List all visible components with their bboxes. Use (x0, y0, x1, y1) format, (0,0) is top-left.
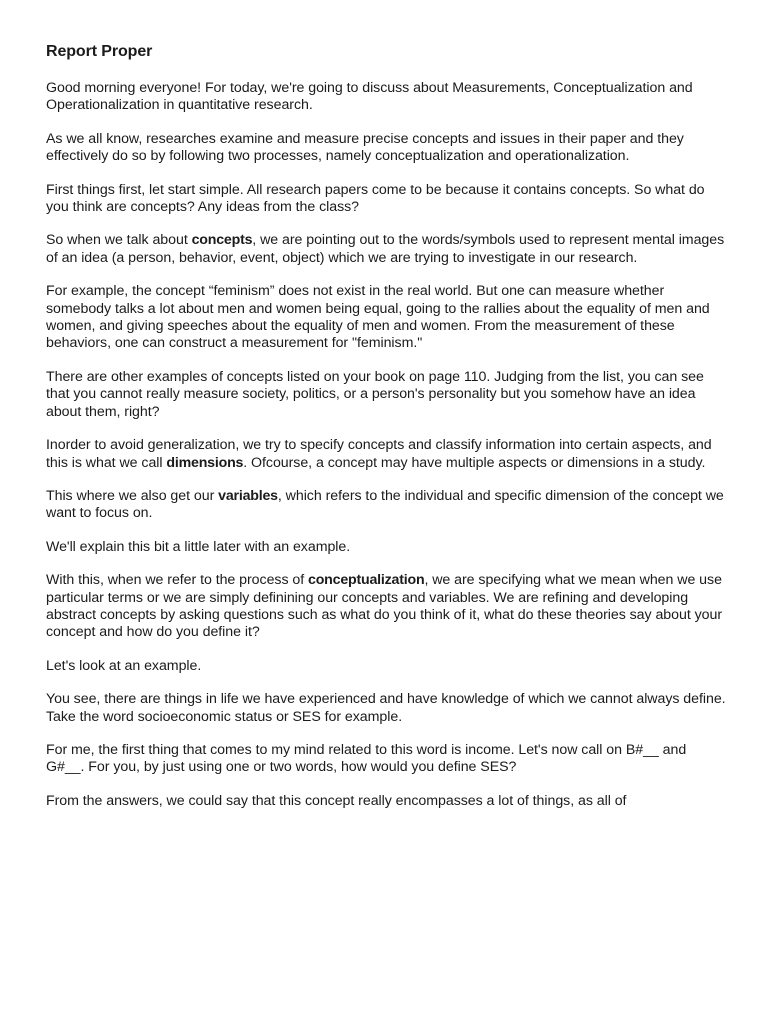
paragraph (46, 369, 726, 421)
paragraph-text: From the answers, we could say that this concept really encompasses a lot of things, as all of (46, 792, 627, 809)
paragraph (46, 283, 726, 353)
paragraph (46, 488, 726, 523)
paragraph-text: We'll explain this bit a little later with an example. (46, 538, 351, 555)
paragraph-text: With this, when we refer to the process of (46, 572, 309, 589)
bold-term: conceptualization (308, 572, 425, 589)
paragraph (46, 182, 726, 217)
paragraph-text: So when we talk about (46, 232, 192, 249)
paragraph-text: First things first, let start simple. All research papers come to be because it contains concepts. So what do you think are concepts? Any ideas from the class? (46, 181, 705, 216)
paragraph (46, 437, 726, 472)
document-body (46, 80, 726, 810)
paragraph-text: There are other examples of concepts listed on your book on page 110. Judging from the list, you can see that you cannot really measure society, politics, or a person's personality but you somehow have an idea about them, right? (46, 368, 704, 420)
bold-term: concepts (191, 232, 253, 249)
paragraph-text: Good morning everyone! For today, we're going to discuss about Measurements, Conceptualization and Operationalization in quantitative research. (46, 80, 693, 114)
bold-term: dimensions (166, 454, 244, 471)
paragraph-text: As we all know, researches examine and measure precise concepts and issues in their paper and they effectively do so by following two processes, namely conceptualization and operationalization. (46, 130, 684, 165)
paragraph (46, 131, 726, 166)
paragraph (46, 572, 726, 642)
paragraph-text: , which refers to the individual and specific dimension of the concept we want to focus on. (46, 487, 724, 522)
bold-term: variables (218, 487, 278, 504)
paragraph (46, 539, 726, 556)
paragraph-text: This where we also get our (46, 487, 219, 504)
paragraph (46, 232, 726, 267)
paragraph (46, 691, 726, 726)
document-title: Report Proper (46, 43, 153, 60)
paragraph-text: Let's look at an example. (46, 657, 202, 674)
paragraph (46, 742, 726, 777)
paragraph (46, 658, 726, 675)
paragraph (46, 793, 726, 810)
paragraph-text: For me, the first thing that comes to my mind related to this word is income. Let's now call on B#__ and G#__. For you, by just using one or two words, how would you define SES? (46, 741, 687, 776)
paragraph-text: , we are pointing out to the words/symbols used to represent mental images of an idea (a person, behavior, event, object) which we are trying to investigate in our research. (46, 232, 725, 266)
paragraph-text: , we are specifying what we mean when we use particular terms or we are simply definining our concepts and variables. We are refining and developing abstract concepts by asking questions such as what do you think of it, what do these theories say about your concept and how do you define it? (46, 572, 722, 641)
paragraph-text: . Ofcourse, a concept may have multiple aspects or dimensions in a study. (243, 454, 706, 471)
paragraph-text: For example, the concept “feminism” does not exist in the real world. But one can measure whether somebody talks a lot about men and women being equal, going to the rallies about the equality of men and women, and giving speeches about the equality of men and women. From the measurement of these behaviors, one can construct a measurement for "feminism." (46, 283, 710, 352)
paragraph (46, 80, 726, 115)
paragraph-text: You see, there are things in life we have experienced and have knowledge of which we cannot always define. Take the word socioeconomic status or SES for example. (46, 691, 726, 725)
document-page (46, 40, 726, 826)
paragraph-text: Inorder to avoid generalization, we try to specify concepts and classify information into certain aspects, and this is what we call (46, 437, 712, 471)
